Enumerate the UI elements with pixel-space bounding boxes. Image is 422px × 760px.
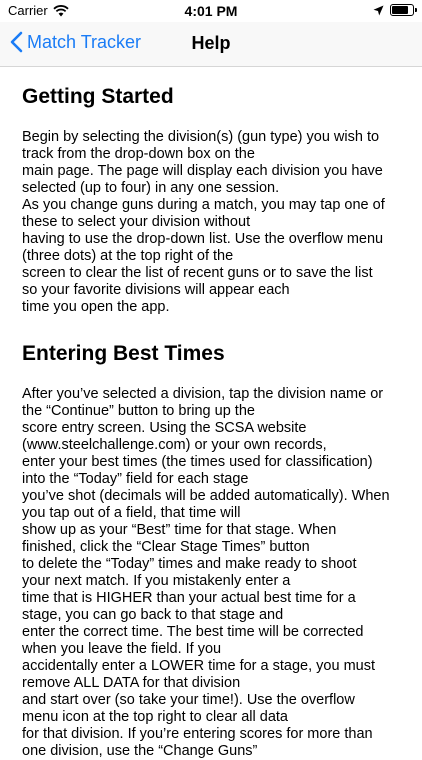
carrier-label: Carrier [8,3,48,18]
help-text-line: As you change guns during a match, you may tap one of [22,197,385,213]
navigation-bar [0,22,422,67]
help-text-line: remove ALL DATA for that division [22,675,241,691]
section-body-getting-started [22,129,406,316]
help-text-line: stage, you can go back to that stage and [22,607,284,623]
help-text-line: Begin by selecting the division(s) (gun type) you wish to [22,129,380,145]
help-text-line: these to select your division without [22,214,251,230]
section-body-entering-best-times [22,386,406,760]
help-text-line: screen to clear the list of recent guns or to save the list [22,265,373,281]
help-text-line: main page. The page will display each division you have [22,163,383,179]
section-heading-getting-started: Getting Started [22,85,174,108]
status-bar [0,0,422,22]
help-text-line: having to use the drop-down list. Use the overflow menu [22,231,384,247]
help-text-line: enter the correct time. The best time will be corrected [22,624,364,640]
section-heading-entering-best-times: Entering Best Times [22,342,225,365]
help-text-line: and start over (so take your time!). Use the overflow [22,692,355,708]
status-right [373,4,414,16]
help-text-line: (www.steelchallenge.com) or your own records, [22,437,327,453]
status-time: 4:01 PM [184,3,238,19]
page-title: Help [191,33,231,53]
help-text-line: (three dots) at the top right of the [22,248,234,264]
help-text-line: one division, use the “Change Guns” [22,743,258,759]
help-text-line: show up as your “Best” time for that stage. When [22,522,337,538]
help-text-line: finished, click the “Clear Stage Times” button [22,539,310,555]
help-text-line: when you leave the field. If you [22,641,222,657]
help-text-line: score entry screen. Using the SCSA website [22,420,307,436]
help-text-line: you tap out of a field, that time will [22,505,241,521]
help-text-line: into the “Today” field for each stage [22,471,249,487]
help-text-line: the “Continue” button to bring up the [22,403,255,419]
help-content [0,67,422,759]
help-text-line: time you open the app. [22,299,170,315]
location-arrow-icon [373,5,384,16]
help-text-line: accidentally enter a LOWER time for a stage, you must [22,658,375,674]
help-text-line: enter your best times (the times used for classification) [22,454,373,470]
back-button-label: Match Tracker [27,31,142,52]
battery-level [392,6,408,14]
help-text-line: After you’ve selected a division, tap the division name or [22,386,384,402]
battery-icon [390,4,414,16]
help-text-line: for that division. If you’re entering scores for more than [22,726,373,742]
help-text-line: to delete the “Today” times and make ready to shoot [22,556,357,572]
help-text-line: selected (up to four) in any one session. [22,180,280,196]
help-text-line: you’ve shot (decimals will be added automatically). When [22,488,390,504]
help-text-line: your next match. If you mistakenly enter a [22,573,291,589]
help-text-line: so your favorite divisions will appear each [22,282,290,298]
help-text-line: menu icon at the top right to clear all data [22,709,288,725]
help-text-line: time that is HIGHER than your actual best time for a [22,590,356,606]
help-text-line: track from the drop-down box on the [22,146,255,162]
